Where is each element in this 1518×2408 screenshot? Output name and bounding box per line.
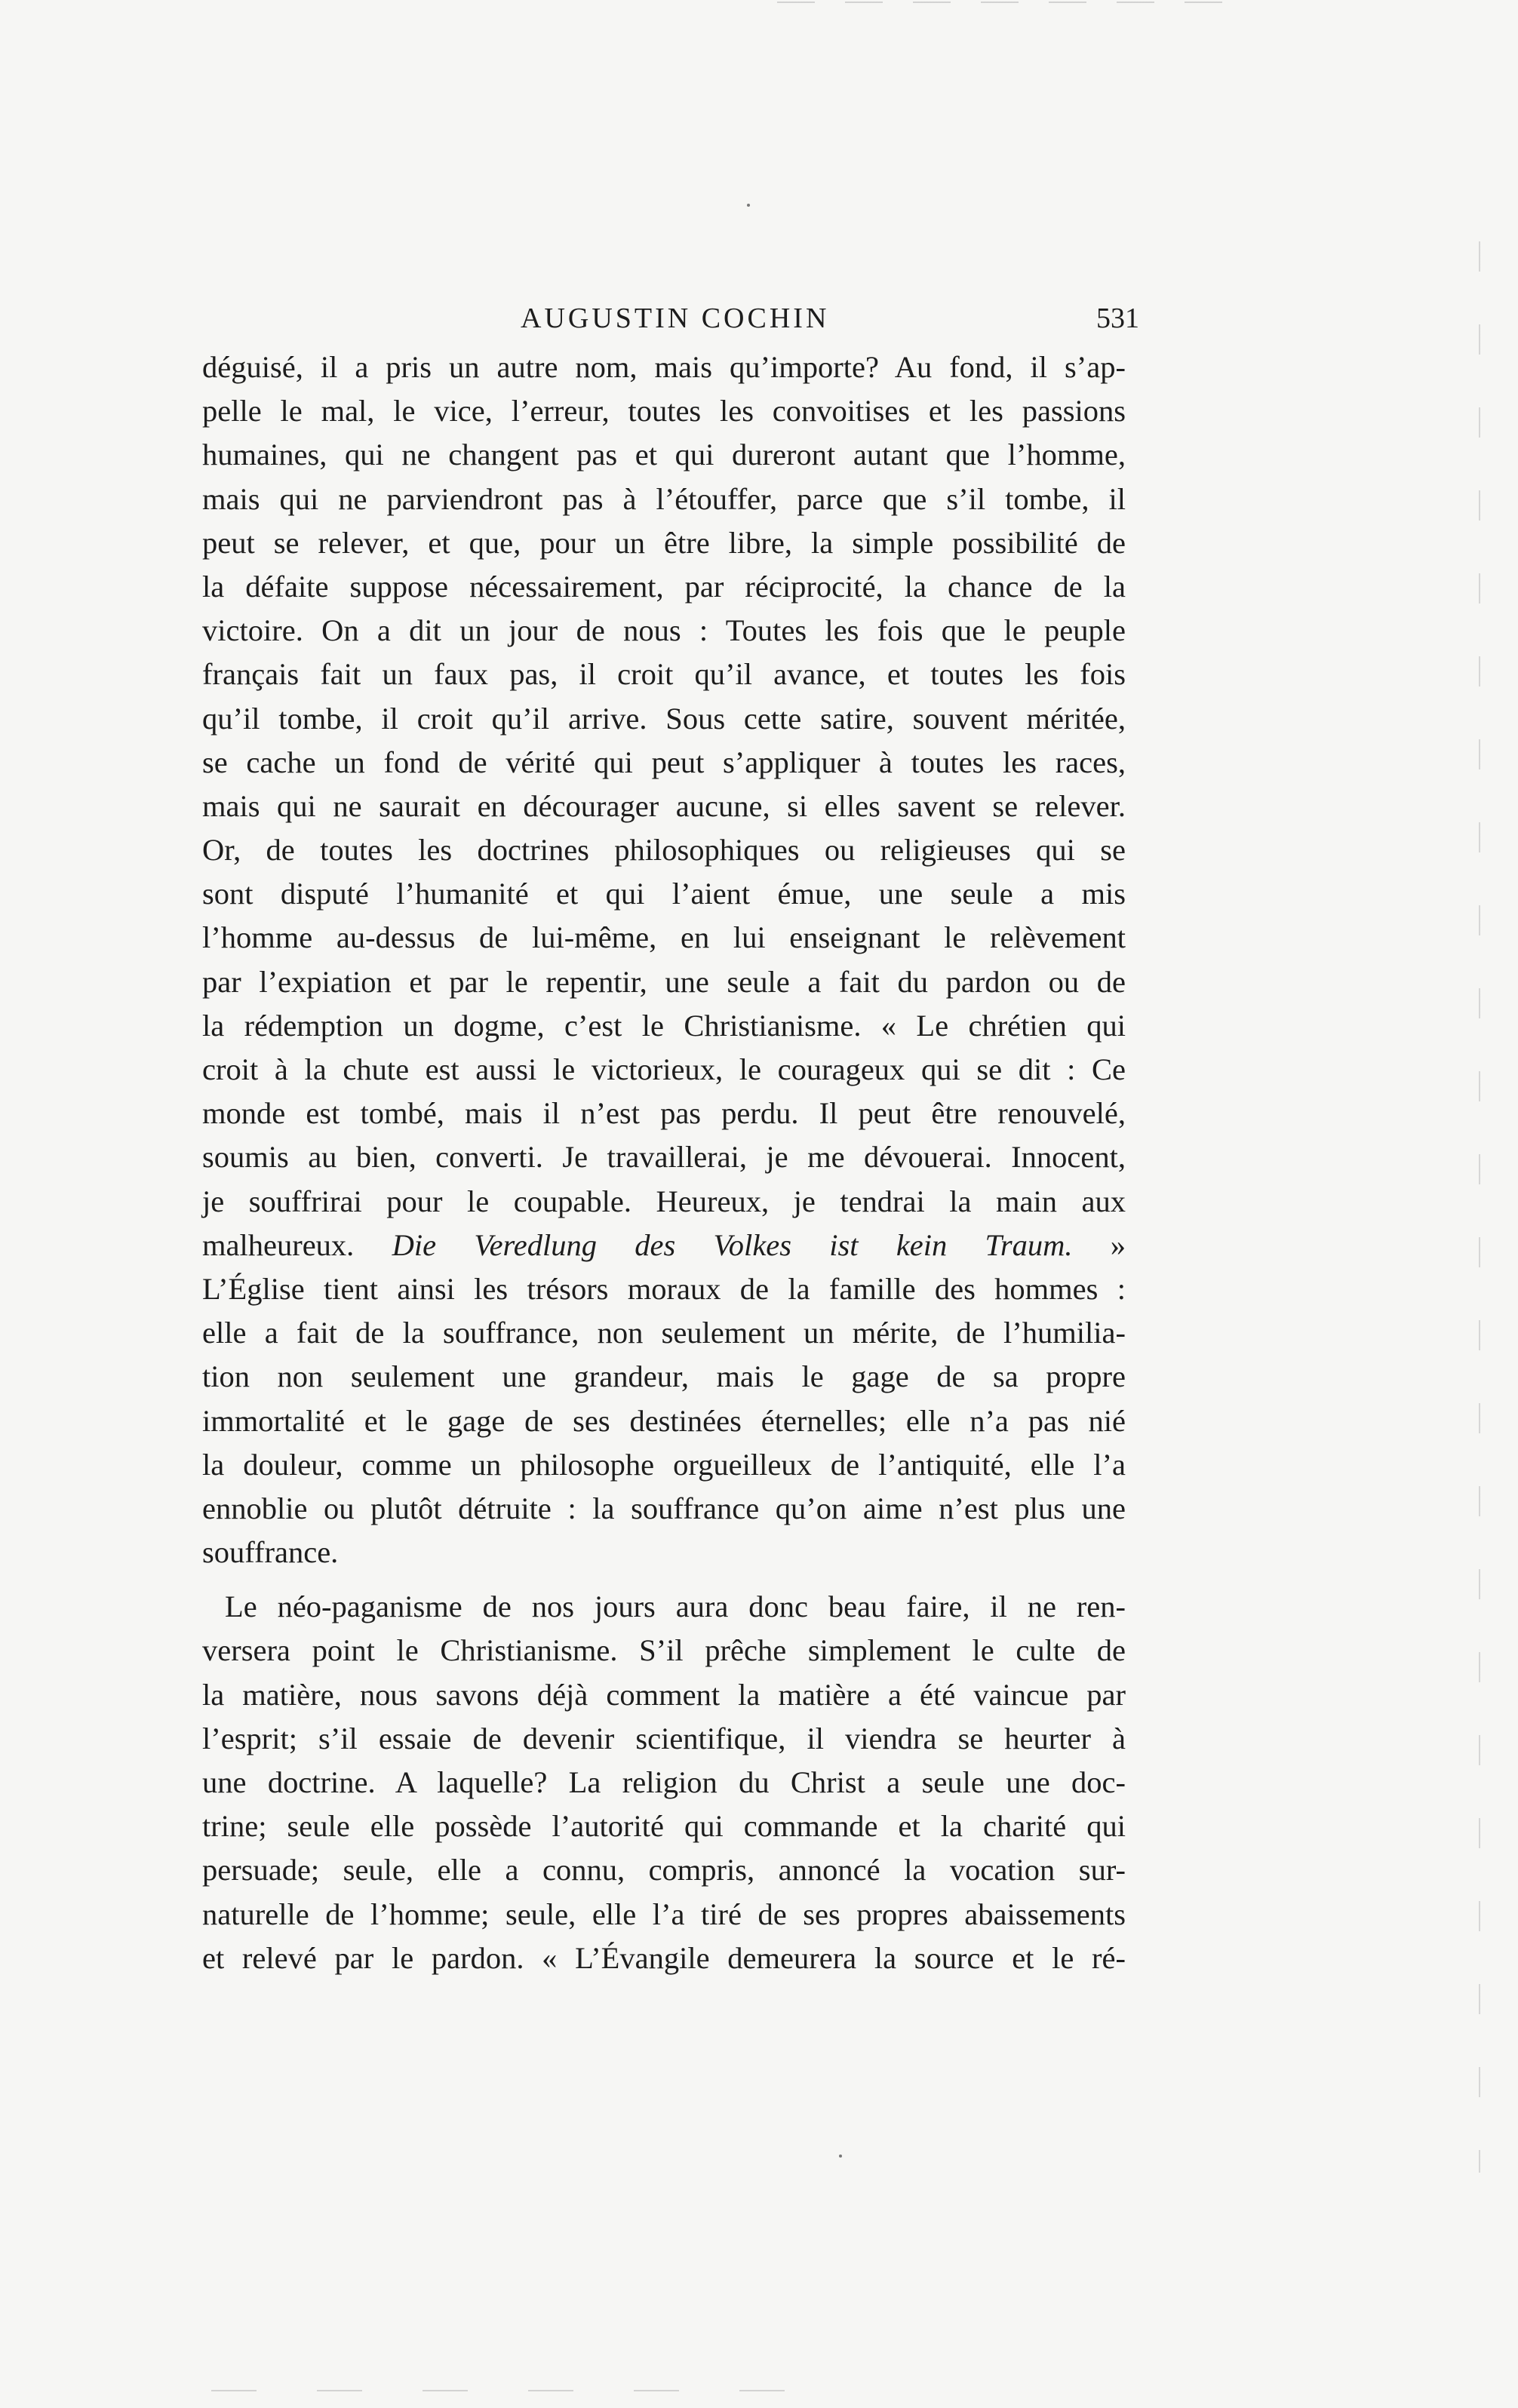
text-line: peut se relever, et que, pour un être libre, la simple possibilité de bbox=[202, 525, 1126, 560]
text-line: la défaite suppose nécessairement, par réciprocité, la chance de la bbox=[202, 569, 1126, 604]
text-line: naturelle de l’homme; seule, elle l’a tiré de ses propres abaissements bbox=[202, 1897, 1126, 1931]
text-line: immortalité et le gage de ses destinées éternelles; elle n’a pas nié bbox=[202, 1403, 1126, 1438]
text-line: souffrance. bbox=[202, 1535, 339, 1570]
text-line: L’Église tient ainsi les trésors moraux de la famille des hommes : bbox=[202, 1271, 1126, 1306]
text-line: monde est tombé, mais il n’est pas perdu. Il peut être renouvelé, bbox=[202, 1096, 1126, 1131]
text-line: victoire. On a dit un jour de nous : Toutes les fois que le peuple bbox=[202, 613, 1126, 648]
text-line: la matière, nous savons déjà comment la matière a été vaincue par bbox=[202, 1677, 1126, 1712]
text-line: français fait un faux pas, il croit qu’il avance, et toutes les fois bbox=[202, 657, 1126, 692]
text-line: je souffrirai pour le coupable. Heureux, je tendrai la main aux bbox=[202, 1184, 1126, 1218]
text-line: versera point le Christianisme. S’il prêche simplement le culte de bbox=[202, 1633, 1126, 1668]
body-text bbox=[202, 346, 1126, 1980]
text-line-italic-quote bbox=[202, 1224, 1126, 1267]
text-line: qu’il tombe, il croit qu’il arrive. Sous cette satire, souvent méritée, bbox=[202, 701, 1126, 736]
running-title: AUGUSTIN COCHIN bbox=[521, 303, 830, 334]
text-line: et relevé par le pardon. « L’Évangile demeurera la source et le ré- bbox=[202, 1940, 1126, 1975]
text-line: une doctrine. A laquelle? La religion du Christ a seule une doc- bbox=[202, 1765, 1126, 1799]
text-line: Or, de toutes les doctrines philosophiques ou religieuses qui se bbox=[202, 833, 1126, 868]
text-line: par l’expiation et par le repentir, une seule a fait du pardon ou de bbox=[202, 964, 1126, 999]
text-line: croit à la chute est aussi le victorieux, le courageux qui se dit : Ce bbox=[202, 1052, 1126, 1086]
paragraph-gap bbox=[202, 1574, 1126, 1585]
scan-edge-marks bbox=[1479, 241, 1480, 2173]
paragraph-1 bbox=[202, 346, 1126, 1574]
ink-speck bbox=[747, 204, 750, 207]
text-line: sont disputé l’humanité et qui l’aient émue, une seule a mis bbox=[202, 877, 1126, 911]
text-line: trine; seule elle possède l’autorité qui commande et la charité qui bbox=[202, 1809, 1126, 1844]
text-line: l’homme au-dessus de lui-même, en lui enseignant le relèvement bbox=[202, 920, 1126, 955]
text-line: la douleur, comme un philosophe orgueilleux de l’antiquité, elle l’a bbox=[202, 1447, 1126, 1482]
scan-artifact-bottom bbox=[211, 2390, 815, 2391]
text-line: déguisé, il a pris un autre nom, mais qu’importe? Au fond, il s’ap- bbox=[202, 350, 1126, 384]
text-line: tion non seulement une grandeur, mais le gage de sa propre bbox=[202, 1359, 1126, 1394]
text-line: Le néo-paganisme de nos jours aura donc beau faire, il ne ren- bbox=[225, 1589, 1126, 1624]
text-line: mais qui ne parviendront pas à l’étouffer, parce que s’il tombe, il bbox=[202, 481, 1126, 516]
text-line: soumis au bien, converti. Je travaillerai, je me dévouerai. Innocent, bbox=[202, 1140, 1126, 1175]
german-quote: Die Veredlung des Volkes ist kein Traum. bbox=[392, 1227, 1073, 1262]
text-line: pelle le mal, le vice, l’erreur, toutes les convoitises et les passions bbox=[202, 394, 1126, 428]
ink-speck bbox=[839, 2155, 842, 2158]
text-line: mais qui ne saurait en décourager aucune, si elles savent se relever. bbox=[202, 788, 1126, 823]
text-line: la rédemption un dogme, c’est le Christianisme. « Le chrétien qui bbox=[202, 1008, 1126, 1043]
line-suffix: » bbox=[1072, 1227, 1126, 1262]
text-line: ennoblie ou plutôt détruite : la souffrance qu’on aime n’est plus une bbox=[202, 1491, 1126, 1525]
text-line: humaines, qui ne changent pas et qui dureront autant que l’homme, bbox=[202, 438, 1126, 472]
line-prefix: malheureux. bbox=[202, 1227, 392, 1262]
text-line: l’esprit; s’il essaie de devenir scientifique, il viendra se heurter à bbox=[202, 1721, 1126, 1755]
scan-artifact-top bbox=[777, 2, 1230, 3]
text-line: elle a fait de la souffrance, non seulement un mérite, de l’humilia- bbox=[202, 1316, 1126, 1350]
text-line: se cache un fond de vérité qui peut s’appliquer à toutes les races, bbox=[202, 745, 1126, 779]
running-head bbox=[204, 296, 1139, 341]
paragraph-2 bbox=[202, 1585, 1126, 1980]
page-number: 531 bbox=[1096, 303, 1139, 334]
text-line: persuade; seule, elle a connu, compris, annoncé la vocation sur- bbox=[202, 1853, 1126, 1887]
